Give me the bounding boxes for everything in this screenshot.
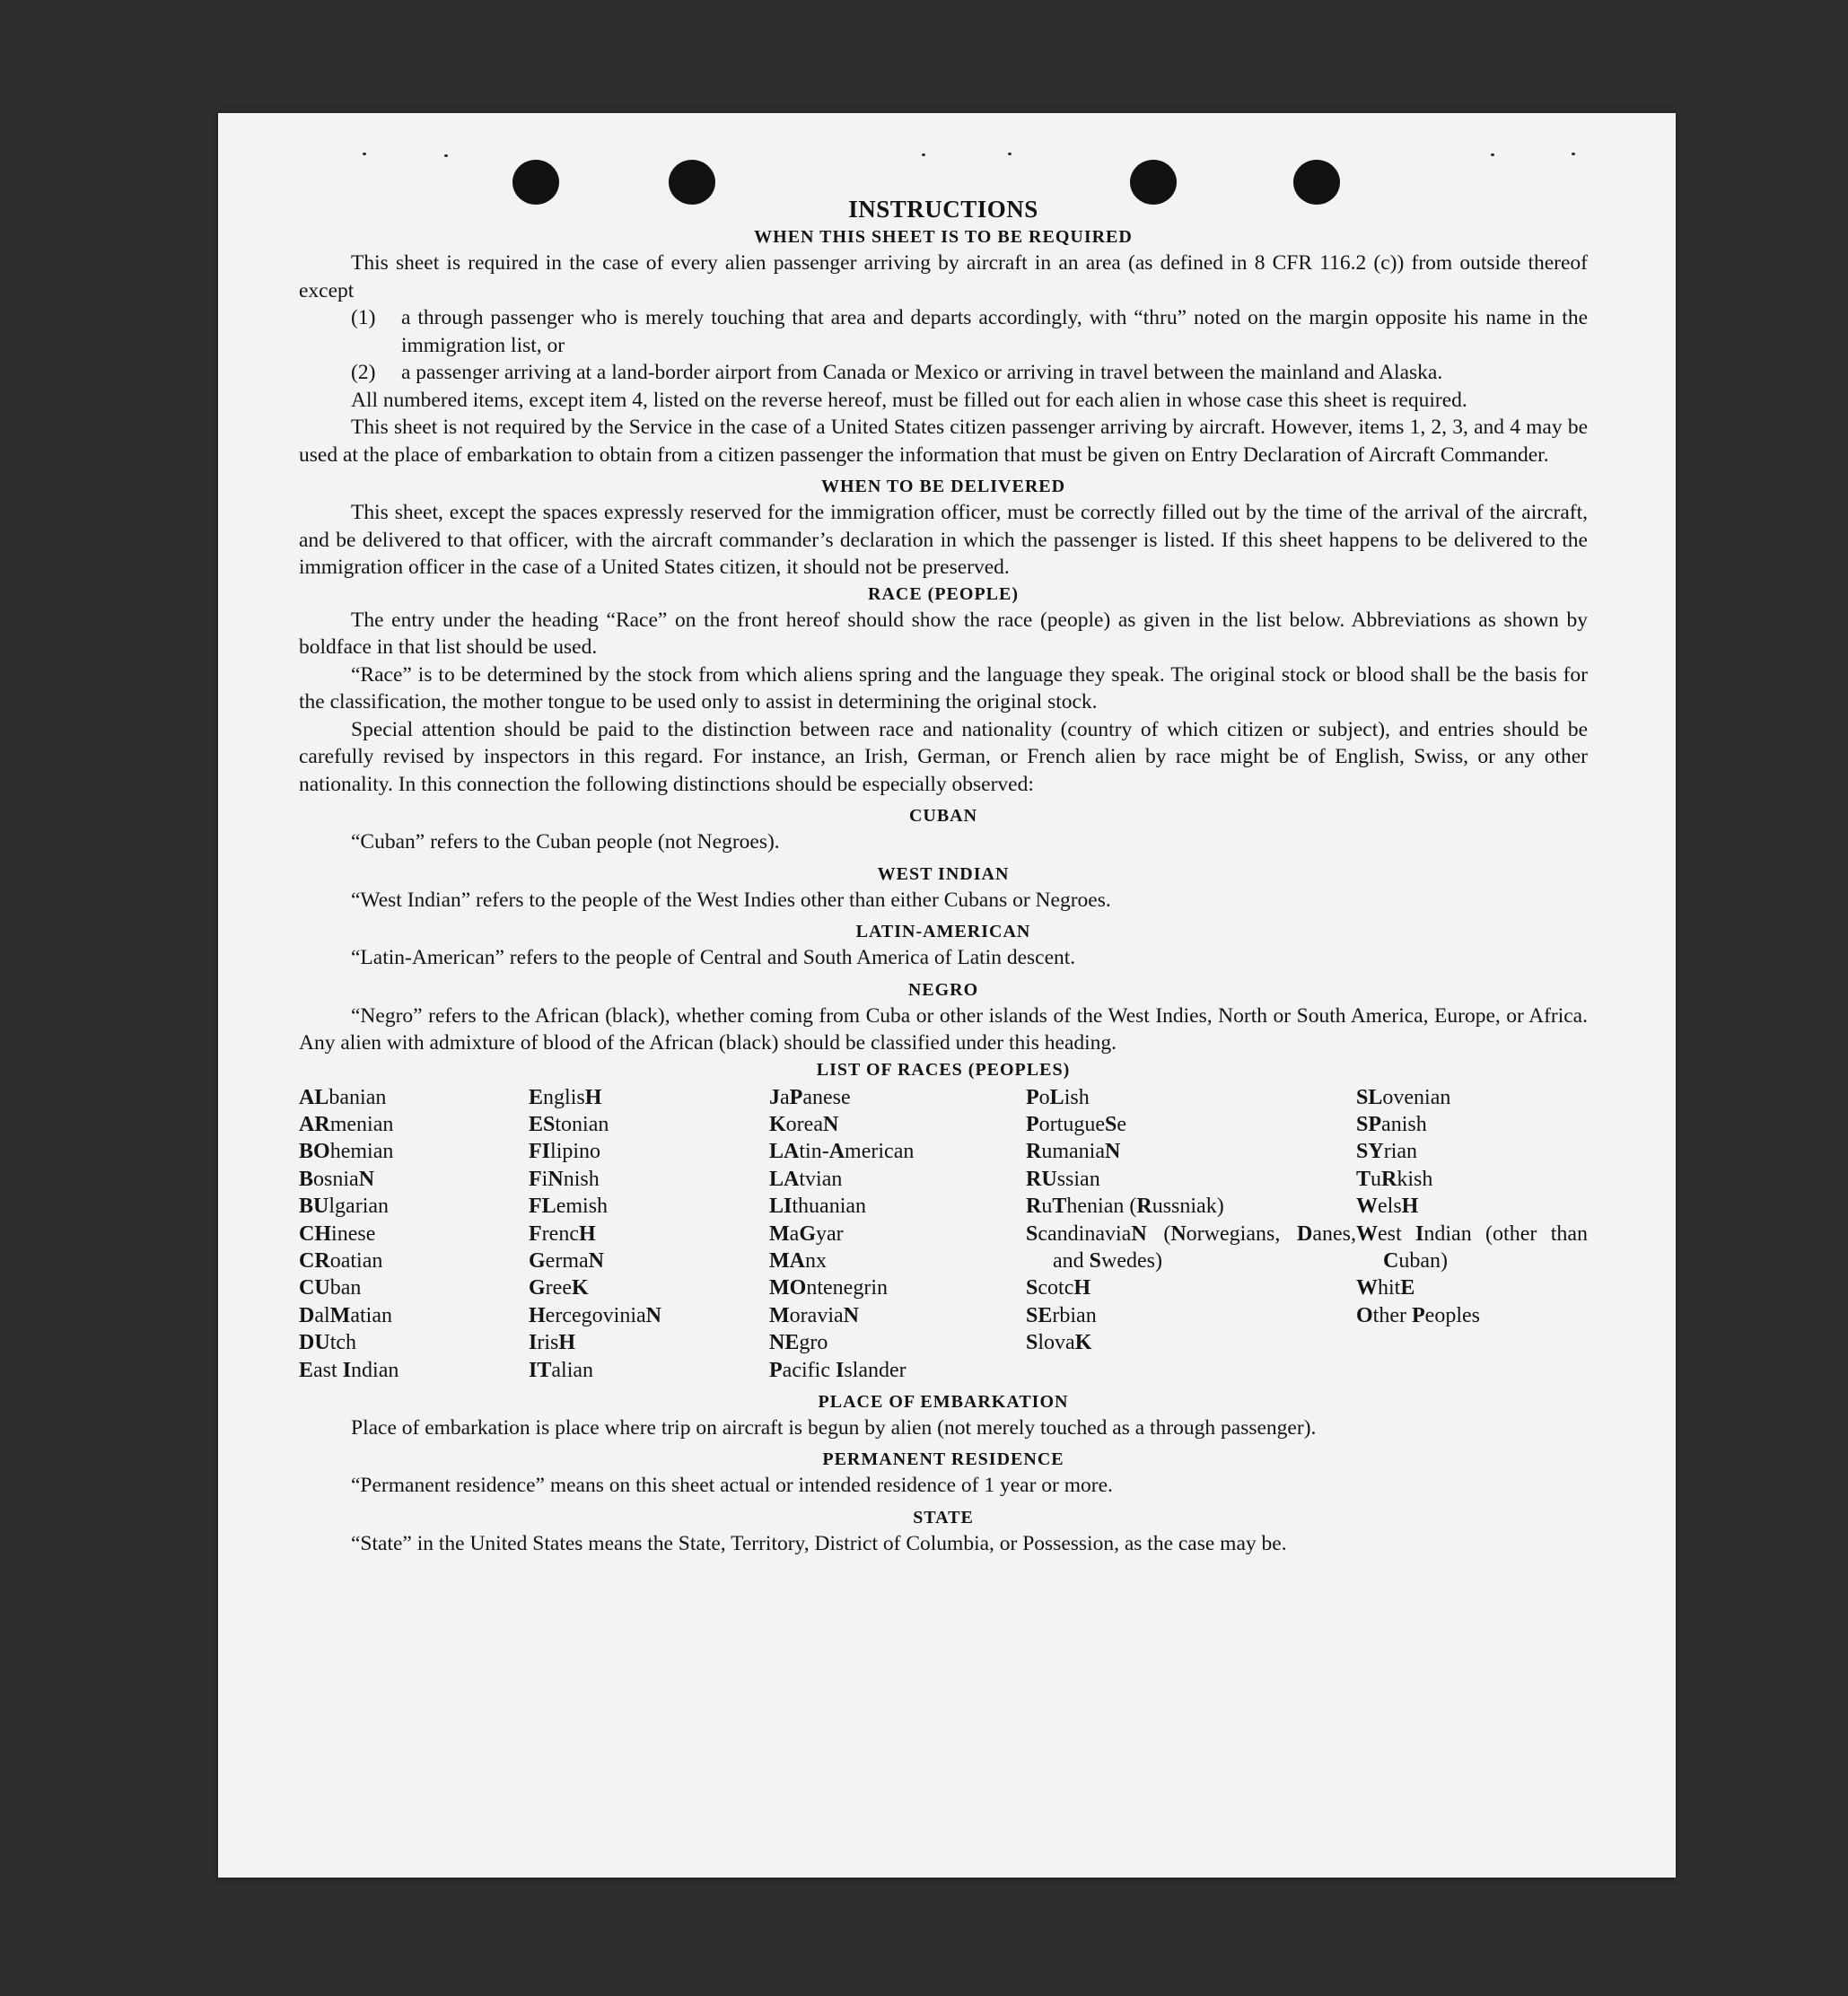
heading-races-list: LIST OF RACES (PEOPLES) [816, 1059, 1071, 1080]
heading-race: RACE (PEOPLE) [868, 583, 1019, 604]
speck [363, 153, 366, 155]
speck [1491, 153, 1494, 156]
race-entry: BUlgarian [299, 1195, 390, 1219]
race-entry: ScotcH [1026, 1276, 1091, 1300]
heading-embarkation: PLACE OF EMBARKATION [818, 1391, 1069, 1412]
race-entry: GermaN [529, 1248, 604, 1273]
heading-west-indian: WEST INDIAN [877, 863, 1010, 884]
race-entry: SPanish [1356, 1112, 1427, 1136]
race-entry: MaGyar [769, 1221, 844, 1246]
races-column [529, 1084, 769, 1384]
paragraph: The entry under the heading “Race” on the front hereof should show the race (people) as given in the list below. Abbreviations as shown by boldface in that list should be used. [299, 608, 1588, 659]
paragraph: Special attention should be paid to the distinction between race and nationality (country of which citizen or subject), and entries should be carefully revised by inspectors in this regard. For instance, an Irish, German, or French alien by race might be of English, Swiss, or any other nationality. In this connection the following distinctions should be especially observed: [299, 717, 1588, 796]
race-entry: CHinese [299, 1221, 376, 1246]
paragraph: “Race” is to be determined by the stock from which aliens spring and the language they speak. The original stock or blood shall be the basis for the classification, the mother tongue to be used only to assist in determining the original stock. [299, 662, 1588, 713]
race-entry: SYrian [1356, 1140, 1418, 1164]
race-entry: East Indian [299, 1358, 399, 1382]
race-entry: DalMatian [299, 1303, 392, 1327]
race-entry: ITalian [529, 1358, 594, 1382]
race-entry: WhitE [1356, 1276, 1415, 1300]
speck [1008, 153, 1012, 155]
race-entry: JaPanese [769, 1085, 851, 1109]
race-entry: SlovaK [1026, 1331, 1092, 1355]
heading-negro: NEGRO [907, 979, 979, 1000]
race-entry: TuRkish [1356, 1167, 1433, 1191]
paragraph: “Negro” refers to the African (black), whether coming from Cuba or other islands of the West Indies, North or South America, Europe, or Africa. Any alien with admixture of blood of the African (black) should be classified under this heading. [299, 1003, 1588, 1055]
races-column [299, 1084, 529, 1384]
race-entry: RumaniaN [1026, 1140, 1121, 1164]
race-entry: DUtch [299, 1331, 357, 1355]
race-entry: LAtvian [769, 1167, 843, 1191]
item-number: (1) [351, 306, 376, 329]
race-entry: PoLish [1026, 1085, 1090, 1109]
race-entry: IrisH [529, 1331, 576, 1355]
race-entry: SErbian [1026, 1303, 1097, 1327]
race-entry: Other Peoples [1356, 1303, 1480, 1327]
instructions-text [299, 194, 1588, 1557]
race-entry: MOntenegrin [769, 1276, 888, 1300]
race-entry: FLemish [529, 1195, 609, 1219]
race-entry: EnglisH [529, 1085, 602, 1109]
race-entry: BosniaN [299, 1167, 375, 1191]
speck [922, 153, 925, 156]
paragraph: “Cuban” refers to the Cuban people (not Negroes). [351, 830, 780, 854]
race-entry: RuThenian (Russniak) [1026, 1195, 1224, 1219]
paragraph: “West Indian” refers to the people of the West Indies other than either Cubans or Negroes. [351, 888, 1111, 912]
race-entry: EStonian [529, 1112, 609, 1136]
race-entry: Pacific Islander [769, 1358, 906, 1382]
race-entry: CRoatian [299, 1248, 383, 1273]
races-column [1026, 1084, 1356, 1384]
heading-residence: PERMANENT RESIDENCE [822, 1449, 1064, 1470]
paragraph: This sheet, except the spaces expressly reserved for the immigration officer, must be correctly filled out by the time of the arrival of the aircraft, and be delivered to that officer, with the aircraft commander’s declaration in which the passenger is listed. If this sheet happens to be delivered to the immigration officer in the case of a United States citizen, it should not be preserved. [299, 501, 1588, 579]
heading-cuban: CUBAN [908, 806, 978, 826]
race-entry: ScandinaviaN (Norwegians, Danes, and Swedes) [1026, 1221, 1356, 1273]
paragraph: “State” in the United States means the State, Territory, District of Columbia, or Possession, as the case may be. [351, 1531, 1287, 1555]
race-entry: RUssian [1026, 1167, 1100, 1191]
heading-when-required: WHEN THIS SHEET IS TO BE REQUIRED [754, 227, 1133, 247]
race-entry: ALbanian [299, 1085, 387, 1109]
heading-when-delivered: WHEN TO BE DELIVERED [820, 477, 1066, 496]
speck [444, 154, 448, 157]
race-entry: ARmenian [299, 1112, 394, 1136]
race-entry: HercegoviniaN [529, 1303, 661, 1327]
paragraph: All numbered items, except item 4, listed on the reverse hereof, must be filled out for each alien in whose case this sheet is required. [351, 388, 1467, 412]
race-entry: SLovenian [1356, 1085, 1451, 1109]
heading-latin-american: LATIN-AMERICAN [855, 922, 1031, 941]
list-item [351, 359, 1588, 387]
paragraph: “Permanent residence” means on this sheet actual or intended residence of 1 year or more. [351, 1474, 1113, 1498]
races-column [769, 1084, 1026, 1384]
race-entry: WelsH [1356, 1195, 1419, 1219]
race-entry: FiNnish [529, 1167, 600, 1191]
paragraph: This sheet is required in the case of every alien passenger arriving by aircraft in an area (as defined in 8 CFR 116.2 (c)) from outside thereof except [299, 251, 1588, 302]
paragraph: This sheet is not required by the Service in the case of a United States citizen passenger arriving by aircraft. However, items 1, 2, 3, and 4 may be used at the place of embarkation to obtain from a citizen passenger the information that must be given on Entry Declaration of Aircraft Commander. [299, 416, 1588, 467]
race-entry: KoreaN [769, 1112, 839, 1136]
race-entry: LIthuanian [769, 1195, 867, 1219]
item-text: a through passenger who is merely touching that area and departs accordingly, with “thru” noted on the margin opposite his name in the immigration list, or [401, 306, 1588, 357]
page-title: INSTRUCTIONS [848, 196, 1038, 223]
race-entry: MAnx [769, 1248, 827, 1273]
document-page [218, 113, 1676, 1878]
item-number: (2) [351, 361, 376, 384]
list-item [351, 304, 1588, 359]
race-entry: LAtin-American [769, 1140, 915, 1164]
speck [1572, 153, 1575, 155]
heading-state: STATE [913, 1507, 974, 1528]
race-entry: FrencH [529, 1221, 596, 1246]
races-column [1356, 1084, 1588, 1384]
race-entry: West Indian (other than Cuban) [1356, 1221, 1589, 1273]
item-text: a passenger arriving at a land-border airport from Canada or Mexico or arriving in travel between the mainland and Alaska. [401, 361, 1443, 384]
paragraph: “Latin-American” refers to the people of Central and South America of Latin descent. [351, 946, 1076, 969]
race-entry: GreeK [529, 1276, 589, 1300]
race-entry: NEgro [769, 1331, 828, 1355]
race-entry: CUban [299, 1276, 362, 1300]
paragraph: Place of embarkation is place where trip on aircraft is begun by alien (not merely touched as a through passenger). [351, 1415, 1317, 1440]
race-entry: MoraviaN [769, 1303, 859, 1327]
race-entry: PortugueSe [1026, 1112, 1127, 1136]
race-entry: BOhemian [299, 1140, 394, 1164]
race-entry: FIlipino [529, 1140, 601, 1164]
races-list [299, 1084, 1588, 1384]
